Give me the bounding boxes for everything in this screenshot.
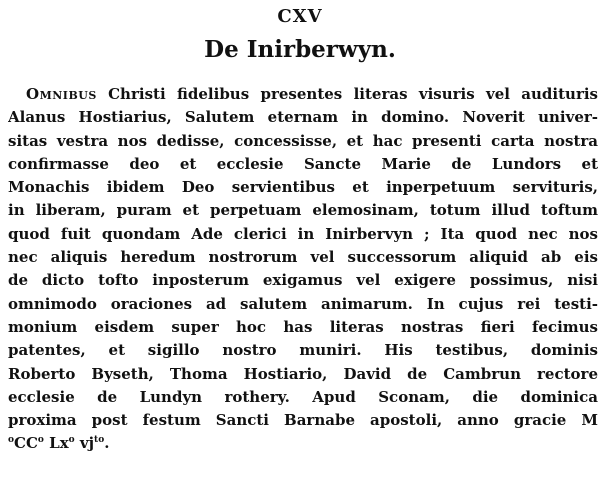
- text-line: ecclesie de Lundyn rothery. Apud Sconam, die dominica: [8, 387, 598, 406]
- charter-text: [8, 83, 598, 456]
- text-line: sitas vestra nos dedisse, concessisse, et hac presenti carta nostra: [8, 131, 598, 150]
- superscript: o: [8, 435, 15, 446]
- text-line: Roberto Byseth, Thoma Hostiario, David de Cambrun rectore: [8, 364, 598, 383]
- text-line: nec aliquis heredum nostrorum vel successorum aliquid ab eis: [8, 248, 598, 267]
- text-line: Alanus Hostiarius, Salutem eternam in domino. Noverit univer-: [8, 108, 598, 127]
- text-line: proxima post festum Sancti Barnabe apostoli, anno gracie M: [8, 411, 598, 430]
- text-line: confirmasse deo et ecclesie Sancte Marie de Lundors et: [8, 154, 598, 173]
- text-line: de dicto tofto inposterum exigamus vel exigere possimus, nisi: [8, 271, 598, 290]
- text-line: omnimodo oraciones ad salutem animarum. In cujus rei testi-: [8, 294, 598, 313]
- text-line: monium eisdem super hoc has literas nostras fieri fecimus: [8, 317, 598, 336]
- text-line: quod fuit quondam Ade clerici in Inirbervyn ; Ita quod nec nos: [8, 224, 598, 243]
- superscript: o: [37, 435, 44, 446]
- text-line: in liberam, puram et perpetuam elemosinam, totum illud toftum: [8, 201, 598, 220]
- superscript: o: [68, 435, 75, 446]
- text-line: patentes, et sigillo nostro muniri. His testibus, dominis: [8, 341, 598, 360]
- text-line: Omnibus Christi fidelibus presentes literas visuris vel audituris: [26, 85, 598, 103]
- text-line: Monachis ibidem Deo servientibus et inperpetuum servituris,: [8, 178, 598, 197]
- opening-word: Omnibus: [26, 85, 97, 103]
- charter-number: CXV: [277, 6, 323, 27]
- superscript: to: [94, 435, 105, 446]
- date-line: $^oCC^o$ Lx$^o$ $vj^{to}$.: [8, 434, 110, 453]
- charter-title: De Inirberwyn.: [204, 36, 396, 63]
